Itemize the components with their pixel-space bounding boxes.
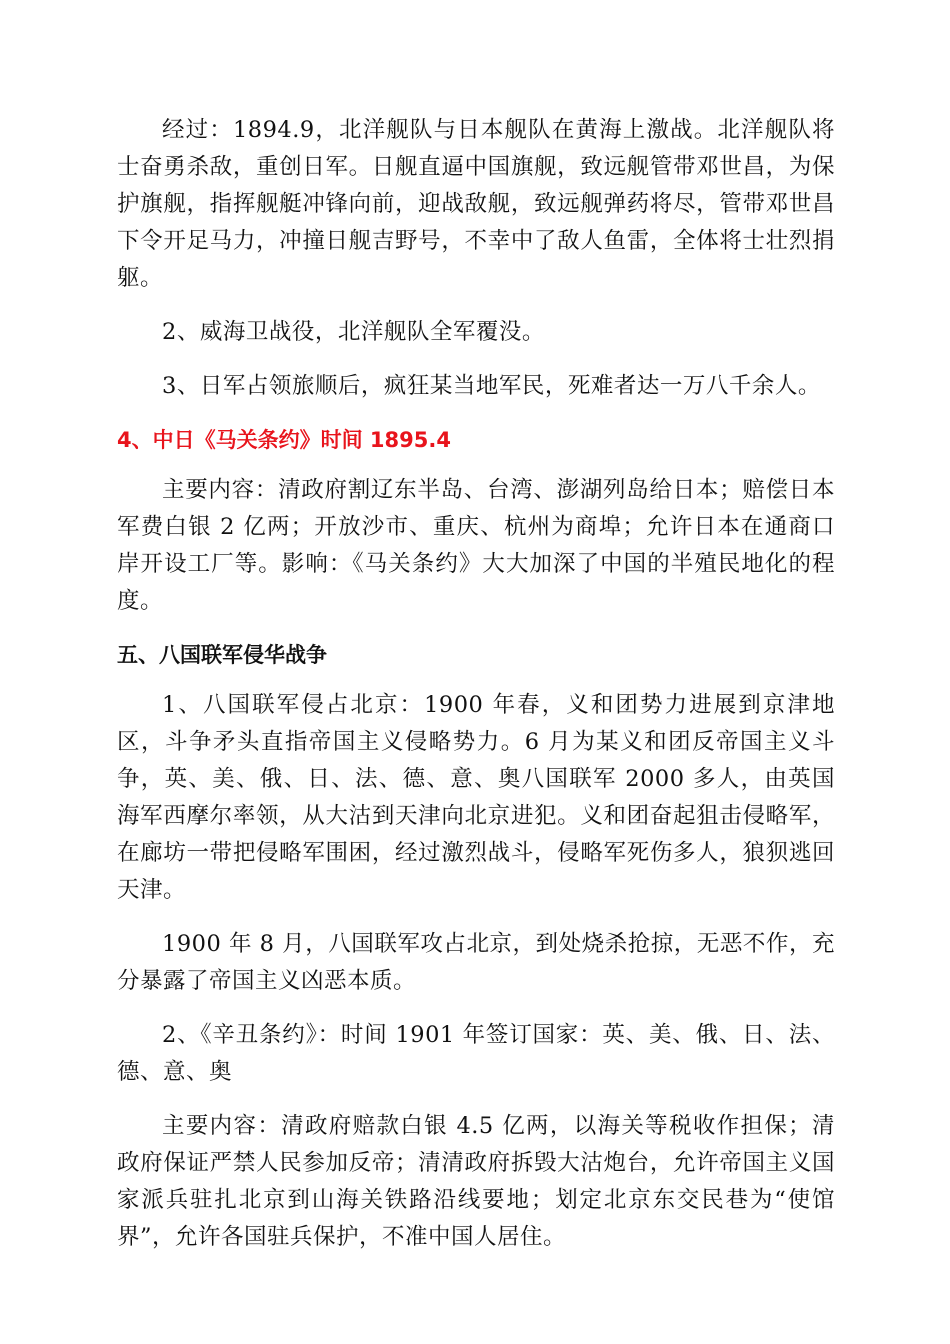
heading-eight-nation-alliance: 五、八国联军侵华战争 [117, 643, 327, 667]
paragraph-beijing-captured: 1900 年 8 月，八国联军攻占北京，到处烧杀抢掠，无恶不作，充分暴露了帝国主义凶恶本质。 [117, 931, 835, 994]
paragraph-weihaiwei: 2、威海卫战役，北洋舰队全军覆没。 [162, 319, 545, 345]
paragraph-lushun: 3、日军占领旅顺后，疯狂某当地军民，死难者达一万八千余人。 [162, 373, 821, 399]
heading-treaty-shimonoseki: 4、中日《马关条约》时间 1895.4 [117, 428, 451, 452]
paragraph-protocol-content: 主要内容：清政府赔款白银 4.5 亿两，以海关等税收作担保；清政府保证严禁人民参加反帝；清清政府拆毁大沽炮台，允许帝国主义国家派兵驻扎北京到山海关铁路沿线要地；划定北京东交民巷为“使馆界”，允许各国驻兵保护，不准中国人居住。 [117, 1113, 835, 1250]
paragraph-treaty-content: 主要内容：清政府割辽东半岛、台湾、澎湖列岛给日本；赔偿日本军费白银 2 亿两；开放沙市、重庆、杭州为商埠；允许日本在通商口岸开设工厂等。影响：《马关条约》大大加深了中国的半殖民地化的程度。 [117, 477, 835, 614]
paragraph-battle-yellow-sea: 经过：1894.9，北洋舰队与日本舰队在黄海上激战。北洋舰队将士奋勇杀敌，重创日军。日舰直逼中国旗舰，致远舰管带邓世昌，为保护旗舰，指挥舰艇冲锋向前，迎战敌舰，致远舰弹药将尽，管带邓世昌下令开足马力，冲撞日舰吉野号，不幸中了敌人鱼雷，全体将士壮烈捐躯。 [117, 117, 835, 291]
document-page [117, 112, 835, 1273]
paragraph-boxer-protocol: 2、《辛丑条约》：时间 1901 年签订国家：英、美、俄、日、法、德、意、奥 [117, 1022, 835, 1085]
paragraph-beijing-invasion: 1、八国联军侵占北京：1900 年春，义和团势力进展到京津地区，斗争矛头直指帝国主义侵略势力。6 月为某义和团反帝国主义斗争，英、美、俄、日、法、德、意、奥八国联军 2000 多人，由英国海军西摩尔率领，从大沽到天津向北京进犯。义和团奋起狙击侵略军，在廊坊一带把侵略军围困，经过激烈战斗，侵略军死伤多人，狼狈逃回天津。 [117, 692, 835, 903]
